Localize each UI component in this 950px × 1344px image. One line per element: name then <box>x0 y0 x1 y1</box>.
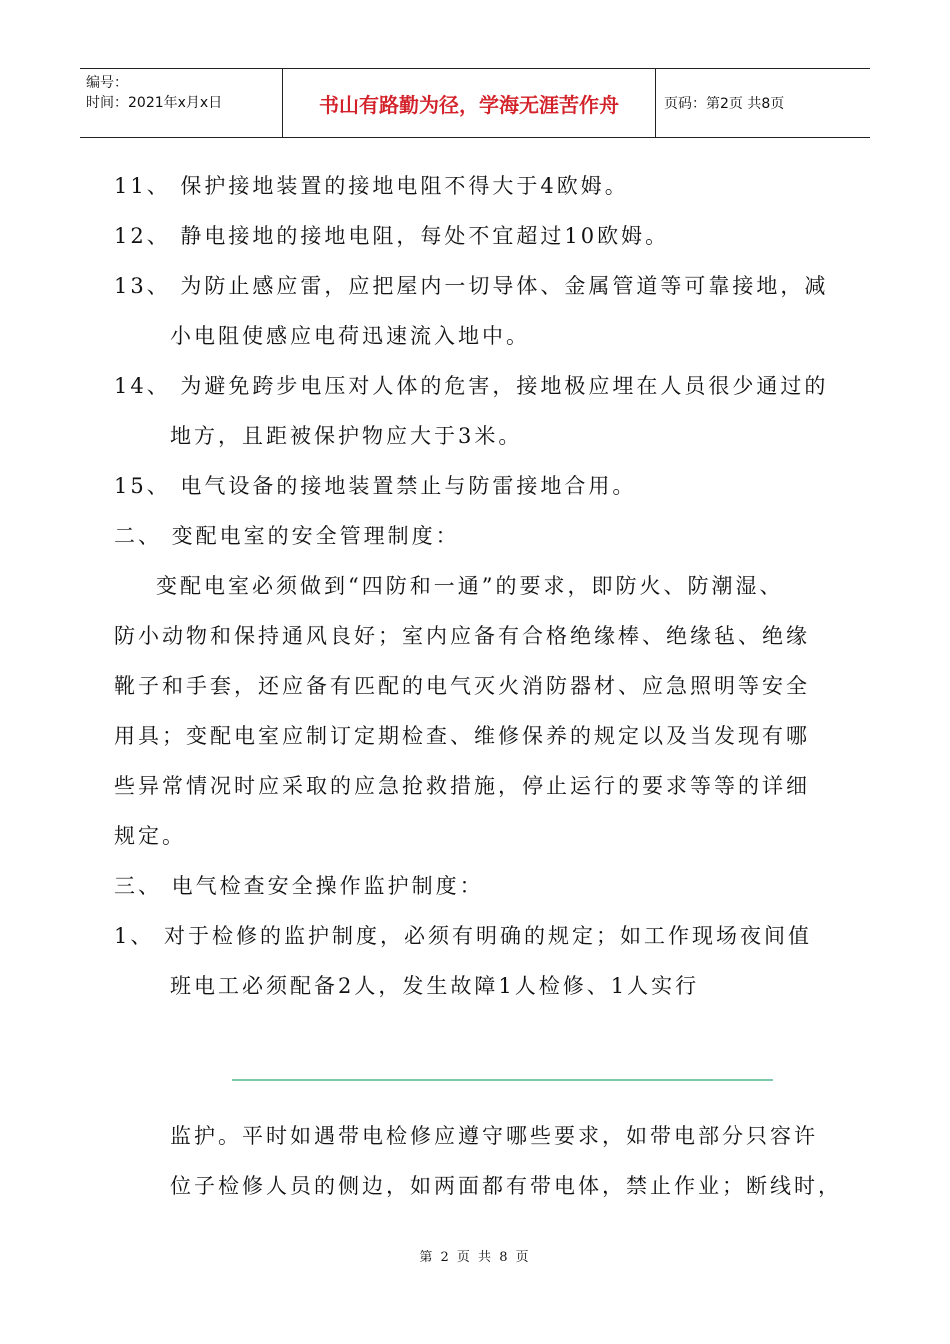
document-date-label: 时间：2021年x月x日 <box>86 95 223 111</box>
section-2-heading: 二、 变配电室的安全管理制度： <box>114 524 460 548</box>
section-divider <box>232 1079 773 1081</box>
item-13-continued: 小电阻使感应电荷迅速流入地中。 <box>170 324 530 348</box>
item-11: 11、 保护接地装置的接地电阻不得大于4欧姆。 <box>114 174 629 198</box>
header-page-info: 页码：第2页 共8页 <box>664 96 785 112</box>
header-motto: 书山有路勤为径，学海无涯苦作舟 <box>319 92 619 117</box>
header-meta <box>86 73 222 113</box>
paragraph-line: 些异常情况时应采取的应急抢救措施，停止运行的要求等等的详细 <box>114 774 810 798</box>
item-1-continued: 班电工必须配备2人，发生故障1人检修、1人实行 <box>170 974 700 998</box>
header-divider-left <box>282 69 283 137</box>
paragraph-line: 防小动物和保持通风良好；室内应备有合格绝缘棒、绝缘毡、绝缘 <box>114 624 810 648</box>
item-1-continued: 监护。平时如遇带电检修应遵守哪些要求，如带电部分只容许 <box>170 1124 818 1148</box>
section-3-heading: 三、 电气检查安全操作监护制度： <box>114 874 484 898</box>
document-number-label: 编号： <box>86 75 128 91</box>
header-divider-right <box>655 69 656 137</box>
item-12: 12、 静电接地的接地电阻，每处不宜超过10欧姆。 <box>114 224 670 248</box>
item-1: 1、 对于检修的监护制度，必须有明确的规定；如工作现场夜间值 <box>114 924 813 948</box>
paragraph-line: 用具；变配电室应制订定期检查、维修保养的规定以及当发现有哪 <box>114 724 810 748</box>
page-footer: 第 2 页 共 8 页 <box>419 1250 531 1265</box>
item-15: 15、 电气设备的接地装置禁止与防雷接地合用。 <box>114 474 637 498</box>
page-header <box>80 68 870 138</box>
item-14-continued: 地方，且距被保护物应大于3米。 <box>170 424 523 448</box>
item-1-continued: 位子检修人员的侧边，如两面都有带电体，禁止作业；断线时， <box>170 1174 842 1198</box>
paragraph-line: 变配电室必须做到“四防和一通”的要求，即防火、防潮湿、 <box>156 574 784 598</box>
item-13: 13、 为防止感应雷，应把屋内一切导体、金属管道等可靠接地，减 <box>114 274 829 298</box>
paragraph-line: 规定。 <box>114 824 186 848</box>
item-14: 14、 为避免跨步电压对人体的危害，接地极应埋在人员很少通过的 <box>114 374 829 398</box>
paragraph-line: 靴子和手套，还应备有匹配的电气灭火消防器材、应急照明等安全 <box>114 674 810 698</box>
